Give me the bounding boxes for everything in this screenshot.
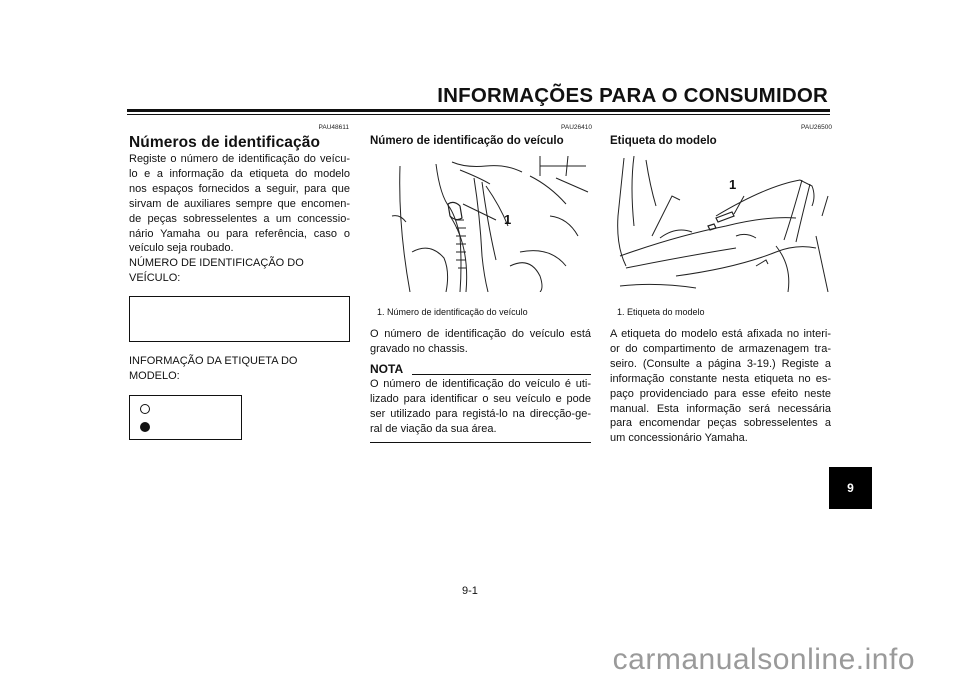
vin-paragraph bbox=[370, 327, 591, 357]
header-rule-thick bbox=[127, 109, 830, 112]
header-rule-thin bbox=[127, 114, 830, 115]
nota-bottom-rule bbox=[370, 442, 591, 443]
intro-paragraph bbox=[129, 152, 350, 256]
nota-top-rule bbox=[412, 374, 591, 375]
text-line: manual. Esta informação será necessária bbox=[610, 402, 831, 415]
text-line: para encomendar peças sobresselentes a bbox=[610, 417, 831, 430]
subsection-heading: Número de identificação do veículo bbox=[370, 135, 564, 147]
text-line: seiro. (Consulte a página 3-19.) Registe a bbox=[610, 357, 831, 370]
nota-heading: NOTA bbox=[370, 362, 404, 376]
text-line: Registe o número de identificação do veícu- bbox=[129, 153, 350, 165]
figure-caption: 1. Etiqueta do modelo bbox=[617, 307, 705, 317]
vin-label bbox=[129, 256, 350, 286]
text-line: nário Yamaha ou para referência, caso o bbox=[129, 227, 350, 240]
text-line: paço providenciado para esse efeito neste bbox=[610, 387, 831, 400]
text-line: sirvam de auxiliares sempre que encomen- bbox=[129, 197, 350, 210]
text-line: A etiqueta do modelo está afixada no interi- bbox=[610, 328, 831, 340]
watermark: carmanualsonline.info bbox=[612, 643, 915, 676]
text-line: nos espaços fornecidos a seguir, para que bbox=[129, 182, 350, 195]
text-line: NÚMERO DE IDENTIFICAÇÃO DO bbox=[129, 257, 304, 269]
text-line: informação constante nesta etiqueta no es- bbox=[610, 372, 831, 385]
section-code: PAU48611 bbox=[318, 124, 349, 131]
open-circle-icon bbox=[140, 404, 150, 414]
figure-caption: 1. Número de identificação do veículo bbox=[377, 307, 528, 317]
section-code: PAU26410 bbox=[561, 124, 592, 131]
nota-paragraph bbox=[370, 377, 591, 437]
subsection-heading: Etiqueta do modelo bbox=[610, 135, 717, 147]
model-label-paragraph bbox=[610, 327, 831, 446]
text-line: veículo seja roubado. bbox=[129, 242, 234, 255]
section-code: PAU26500 bbox=[801, 124, 832, 131]
figure-callout: 1 bbox=[729, 177, 737, 192]
text-line: VEÍCULO: bbox=[129, 271, 181, 284]
model-label bbox=[129, 354, 350, 384]
text-line: lizado para identificar o seu veículo e pode bbox=[370, 392, 591, 405]
model-label-entry-box bbox=[129, 395, 242, 440]
model-label-location-illustration bbox=[616, 156, 830, 292]
text-line: O número de identificação do veículo é uti- bbox=[370, 378, 591, 390]
text-line: O número de identificação do veículo está bbox=[370, 328, 591, 340]
text-line: um concessionário Yamaha. bbox=[610, 432, 748, 445]
text-line: lo e a informação da etiqueta do modelo bbox=[129, 167, 350, 180]
text-line: INFORMAÇÃO DA ETIQUETA DO bbox=[129, 355, 298, 367]
page-title: INFORMAÇÕES PARA O CONSUMIDOR bbox=[437, 84, 828, 107]
figure-callout: 1 bbox=[504, 212, 512, 227]
text-line: gravado no chassis. bbox=[370, 342, 468, 355]
text-line: MODELO: bbox=[129, 369, 180, 382]
vin-entry-box bbox=[129, 296, 350, 342]
section-heading: Números de identificação bbox=[129, 134, 321, 151]
text-line: or do compartimento de armazenagem tra- bbox=[610, 342, 831, 355]
page-number: 9-1 bbox=[462, 585, 478, 597]
text-line: de peças sobresselentes a um concessio- bbox=[129, 212, 350, 225]
text-line: ser utilizado para registá-lo na direcção-ge- bbox=[370, 407, 591, 420]
chapter-tab: 9 bbox=[829, 467, 872, 509]
vin-location-illustration bbox=[390, 156, 590, 292]
text-line: ral de viação da sua área. bbox=[370, 422, 497, 435]
filled-circle-icon bbox=[140, 422, 150, 432]
